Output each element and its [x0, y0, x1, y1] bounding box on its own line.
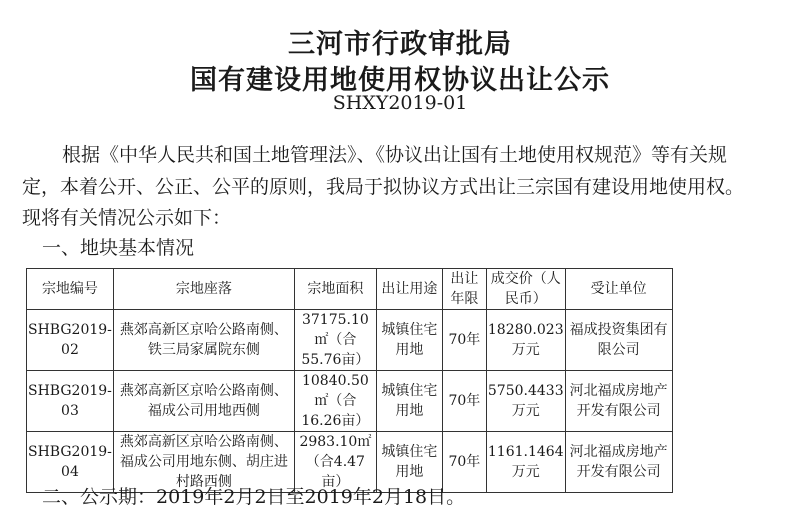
- header-cell: 出让用途: [376, 269, 442, 310]
- table-row: [27, 310, 673, 371]
- cell: 燕郊高新区京哈公路南侧、福成公司用地东侧、胡庄进村路西侧: [113, 432, 294, 493]
- table-row: [27, 371, 673, 432]
- cell: 37175.10㎡（合55.76亩）: [294, 310, 376, 371]
- paragraph-line: 定，本着公开、公正、公平的原则，我局于拟协议方式出让三宗国有建设用地使用权。: [22, 176, 745, 198]
- cell: SHBG2019-03: [27, 371, 114, 432]
- cell: 1161.1464万元: [486, 432, 565, 493]
- cell: 城镇住宅用地: [376, 432, 442, 493]
- section-heading: 二、公示期：2019年2月2日至2019年2月18日。: [42, 486, 466, 508]
- cell: 燕郊高新区京哈公路南侧、铁三局家属院东侧: [113, 310, 294, 371]
- document-code: SHXY2019-01: [332, 92, 468, 114]
- header-cell: 宗地编号: [27, 269, 114, 310]
- section-heading: 一、地块基本情况: [42, 237, 195, 259]
- cell: 河北福成房地产开发有限公司: [565, 432, 672, 493]
- document-title: 三河市行政审批局: [288, 29, 512, 60]
- cell: 城镇住宅用地: [376, 310, 442, 371]
- cell: 70年: [442, 371, 486, 432]
- header-cell: 受让单位: [565, 269, 672, 310]
- header-cell: 出让年限: [442, 269, 486, 310]
- header-cell: 宗地座落: [113, 269, 294, 310]
- cell: 福成投资集团有限公司: [565, 310, 672, 371]
- table-header-row: [27, 269, 673, 310]
- cell: 2983.10㎡（合4.47亩）: [294, 432, 376, 493]
- cell: 河北福成房地产开发有限公司: [565, 371, 672, 432]
- cell: SHBG2019-04: [27, 432, 114, 493]
- cell: 70年: [442, 432, 486, 493]
- paragraph-line: 现将有关情况公示如下：: [22, 207, 232, 229]
- document-subtitle: 国有建设用地使用权协议出让公示: [190, 65, 610, 96]
- cell: SHBG2019-02: [27, 310, 114, 371]
- cell: 燕郊高新区京哈公路南侧、福成公司用地西侧: [113, 371, 294, 432]
- header-cell: 成交价（人民币）: [486, 269, 565, 310]
- parcel-table: [26, 268, 673, 493]
- cell: 5750.4433万元: [486, 371, 565, 432]
- cell: 10840.50㎡（合16.26亩）: [294, 371, 376, 432]
- header-cell: 宗地面积: [294, 269, 376, 310]
- cell: 18280.023万元: [486, 310, 565, 371]
- cell: 70年: [442, 310, 486, 371]
- paragraph-line: 根据《中华人民共和国土地管理法》、《协议出让国有土地使用权规范》等有关规: [62, 144, 728, 166]
- cell: 城镇住宅用地: [376, 371, 442, 432]
